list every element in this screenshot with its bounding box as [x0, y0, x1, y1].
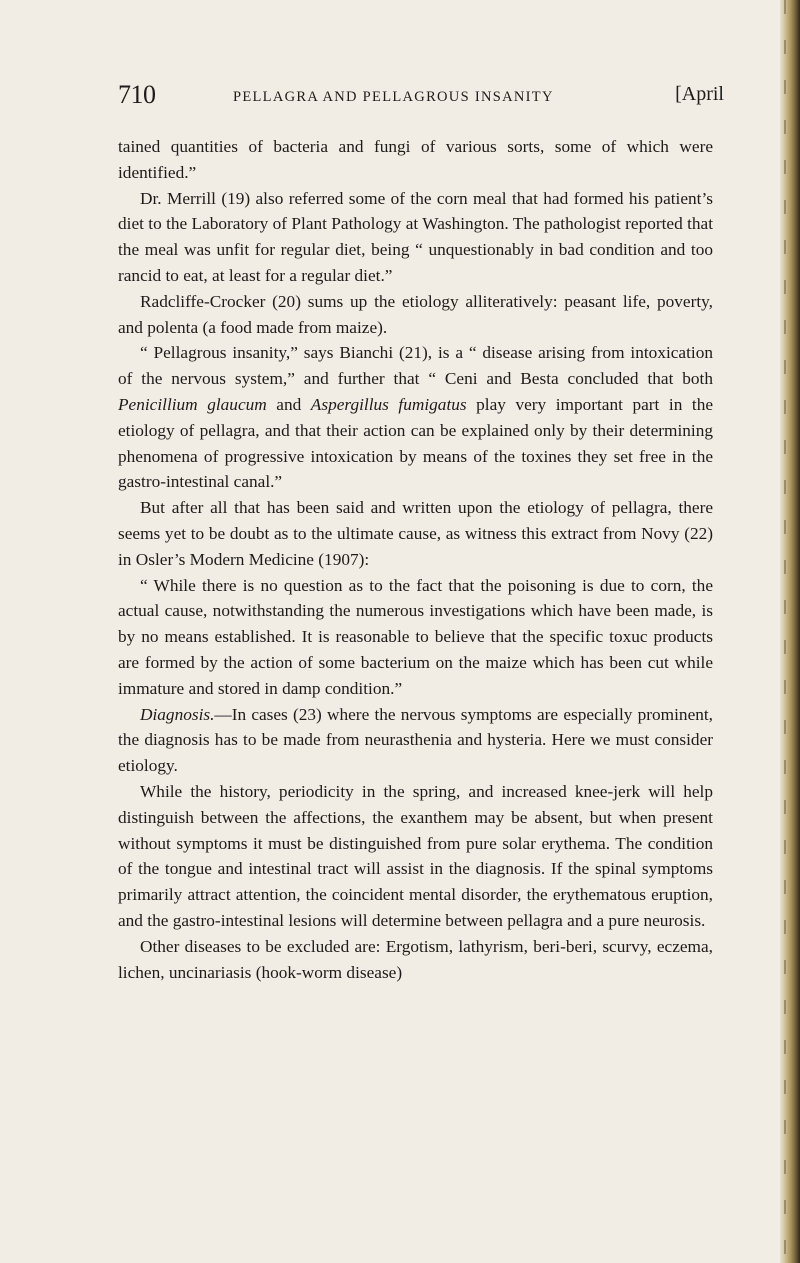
paragraph-merrill: Dr. Merrill (19) also referred some of the corn meal that had formed his patient’s diet to the Laboratory of Plant Pathology at Washington. The pathologist reported that the meal was unfit for regular diet, being “ unquestionably in bad condition and too rancid to eat, at least for a regular diet.”	[118, 188, 713, 285]
paragraph-radcliffe-crocker: Radcliffe-Crocker (20) sums up the etiology alliteratively: peasant life, poverty, and polenta (a food made from maize).	[118, 291, 713, 337]
page-header	[118, 80, 724, 116]
paragraph-1: tained quantities of bacteria and fungi of various sorts, some of which were identified.”	[118, 137, 713, 182]
running-title: PELLAGRA AND PELLAGROUS INSANITY	[233, 89, 554, 105]
paragraph-other-diseases: Other diseases to be excluded are: Ergotism, lathyrism, beri-beri, scurvy, eczema, lichen, uncinariasis (hook-worm disease)	[118, 936, 713, 982]
bianchi-text-end: play very important part in the etiology of pellagra, and that their action can be explained only by their determining phenomena of progressive intoxication by means of the toxines they set free in the gastro-intestinal canal.”	[118, 394, 714, 492]
bianchi-text-start: “ Pellagrous insanity,” says Bianchi (21), is a “ disease arising from intoxication of the nervous system,” and further that “ Ceni and Besta concluded that both	[118, 343, 713, 389]
diagnosis-text: —In cases (23) where the nervous symptoms are especially prominent, the diagnosis has to be made from neurasthenia and hysteria. Here we must consider etiology.	[118, 704, 713, 776]
paragraph-novy-intro: But after all that has been said and written upon the etiology of pellagra, there seems yet to be doubt as to the ultimate cause, as witness this extract from Novy (22) in Osler’s Modern Medicine (1907):	[118, 498, 713, 569]
paragraph-diagnosis	[118, 702, 713, 779]
species-name-penicillium: Penicillium glaucum	[118, 394, 267, 414]
header-date: [April	[675, 83, 724, 105]
diagnosis-heading: Diagnosis.	[140, 704, 215, 724]
body-text	[118, 134, 713, 985]
paragraph-novy-quote: “ While there is no question as to the fact that the poisoning is due to corn, the actual cause, notwithstanding the numerous investigations which have been made, is by no means established. It is reasonable to believe that the specific toxuc products are formed by the action of some bacterium on the maize which has been cut while immature and stored in damp condition.”	[118, 575, 713, 698]
species-name-aspergillus: Aspergillus fumigatus	[310, 394, 467, 414]
page-edge-shadow	[780, 0, 800, 1263]
bianchi-text-and: and	[266, 394, 311, 414]
paragraph-bianchi	[118, 340, 713, 495]
page-number: 710	[118, 80, 156, 109]
paragraph-history: While the history, periodicity in the spring, and increased knee-jerk will help distinguish between the affections, the exanthem may be absent, but when present without symptoms it must be distinguished from pure solar erythema. The condition of the tongue and intestinal tract will assist in the diagnosis. If the spinal symptoms primarily attract attention, the coincident mental disorder, the erythematous eruption, and the gastro-intestinal lesions will determine between pellagra and a pure neurosis.	[118, 781, 713, 930]
